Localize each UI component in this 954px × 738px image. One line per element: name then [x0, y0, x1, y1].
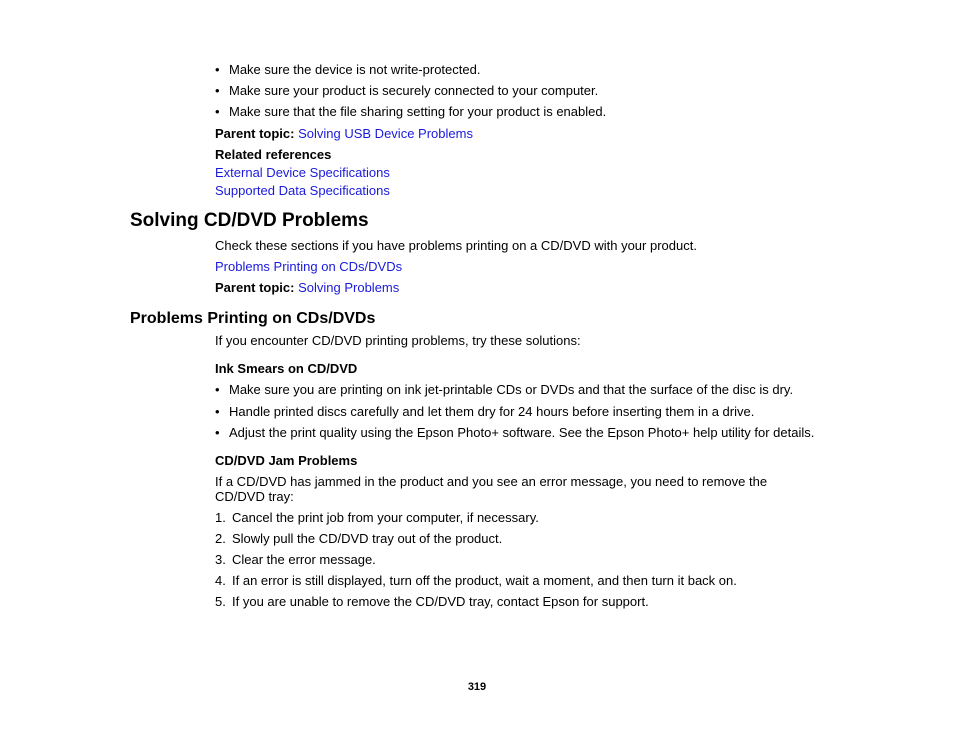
page-number: 319: [467, 681, 487, 693]
subsection-intro: If you encounter CD/DVD printing problems, try these solutions:: [215, 333, 581, 348]
bullet-text: Make sure your product is securely connected to your computer.: [229, 83, 599, 98]
section-intro: Check these sections if you have problems printing on a CD/DVD with your product.: [215, 238, 697, 253]
bullet-text: Make sure you are printing on ink jet-printable CDs or DVDs and that the surface of the disc is dry.: [229, 382, 794, 397]
step-number: 2.: [215, 531, 226, 546]
step-number: 5.: [215, 594, 226, 609]
section-title: Solving CD/DVD Problems: [130, 210, 369, 231]
step-number: 3.: [215, 552, 226, 567]
topic-link[interactable]: Problems Printing on CDs/DVDs: [215, 259, 403, 274]
bullet-text: Make sure that the file sharing setting for your product is enabled.: [229, 104, 607, 119]
step-text: If you are unable to remove the CD/DVD tray, contact Epson for support.: [232, 594, 649, 609]
parent-topic-link[interactable]: Solving USB Device Problems: [298, 126, 473, 141]
jam-problems-heading: CD/DVD Jam Problems: [215, 453, 358, 468]
related-reference-link[interactable]: Supported Data Specifications: [215, 183, 390, 198]
parent-topic-label: Parent topic:: [215, 280, 295, 295]
parent-topic: [215, 280, 399, 296]
bullet-text: Make sure the device is not write-protected.: [229, 62, 481, 77]
step-text: Clear the error message.: [232, 552, 376, 567]
step-number: 1.: [215, 510, 226, 525]
related-reference-link[interactable]: External Device Specifications: [215, 165, 390, 180]
related-references-heading: Related references: [215, 147, 332, 162]
jam-intro-line: If a CD/DVD has jammed in the product and you see an error message, you need to remove the: [215, 474, 768, 489]
step-number: 4.: [215, 573, 226, 588]
step-text: Cancel the print job from your computer, if necessary.: [232, 510, 539, 525]
bullet-marker: •: [215, 404, 220, 419]
bullet-text: Adjust the print quality using the Epson Photo+ software. See the Epson Photo+ help utility for details.: [229, 425, 815, 440]
jam-intro-line: CD/DVD tray:: [215, 489, 294, 504]
bullet-text: Handle printed discs carefully and let them dry for 24 hours before inserting them in a drive.: [229, 404, 755, 419]
bullet-marker: •: [215, 382, 220, 397]
ink-smears-heading: Ink Smears on CD/DVD: [215, 361, 358, 376]
parent-topic: [215, 126, 473, 142]
bullet-marker: •: [215, 83, 220, 98]
subsection-title: Problems Printing on CDs/DVDs: [130, 310, 376, 327]
bullet-marker: •: [215, 104, 220, 119]
step-text: If an error is still displayed, turn off the product, wait a moment, and then turn it back on.: [232, 573, 737, 588]
step-text: Slowly pull the CD/DVD tray out of the product.: [232, 531, 503, 546]
parent-topic-label: Parent topic:: [215, 126, 295, 141]
bullet-marker: •: [215, 425, 220, 440]
bullet-marker: •: [215, 62, 220, 77]
parent-topic-link[interactable]: Solving Problems: [298, 280, 400, 295]
